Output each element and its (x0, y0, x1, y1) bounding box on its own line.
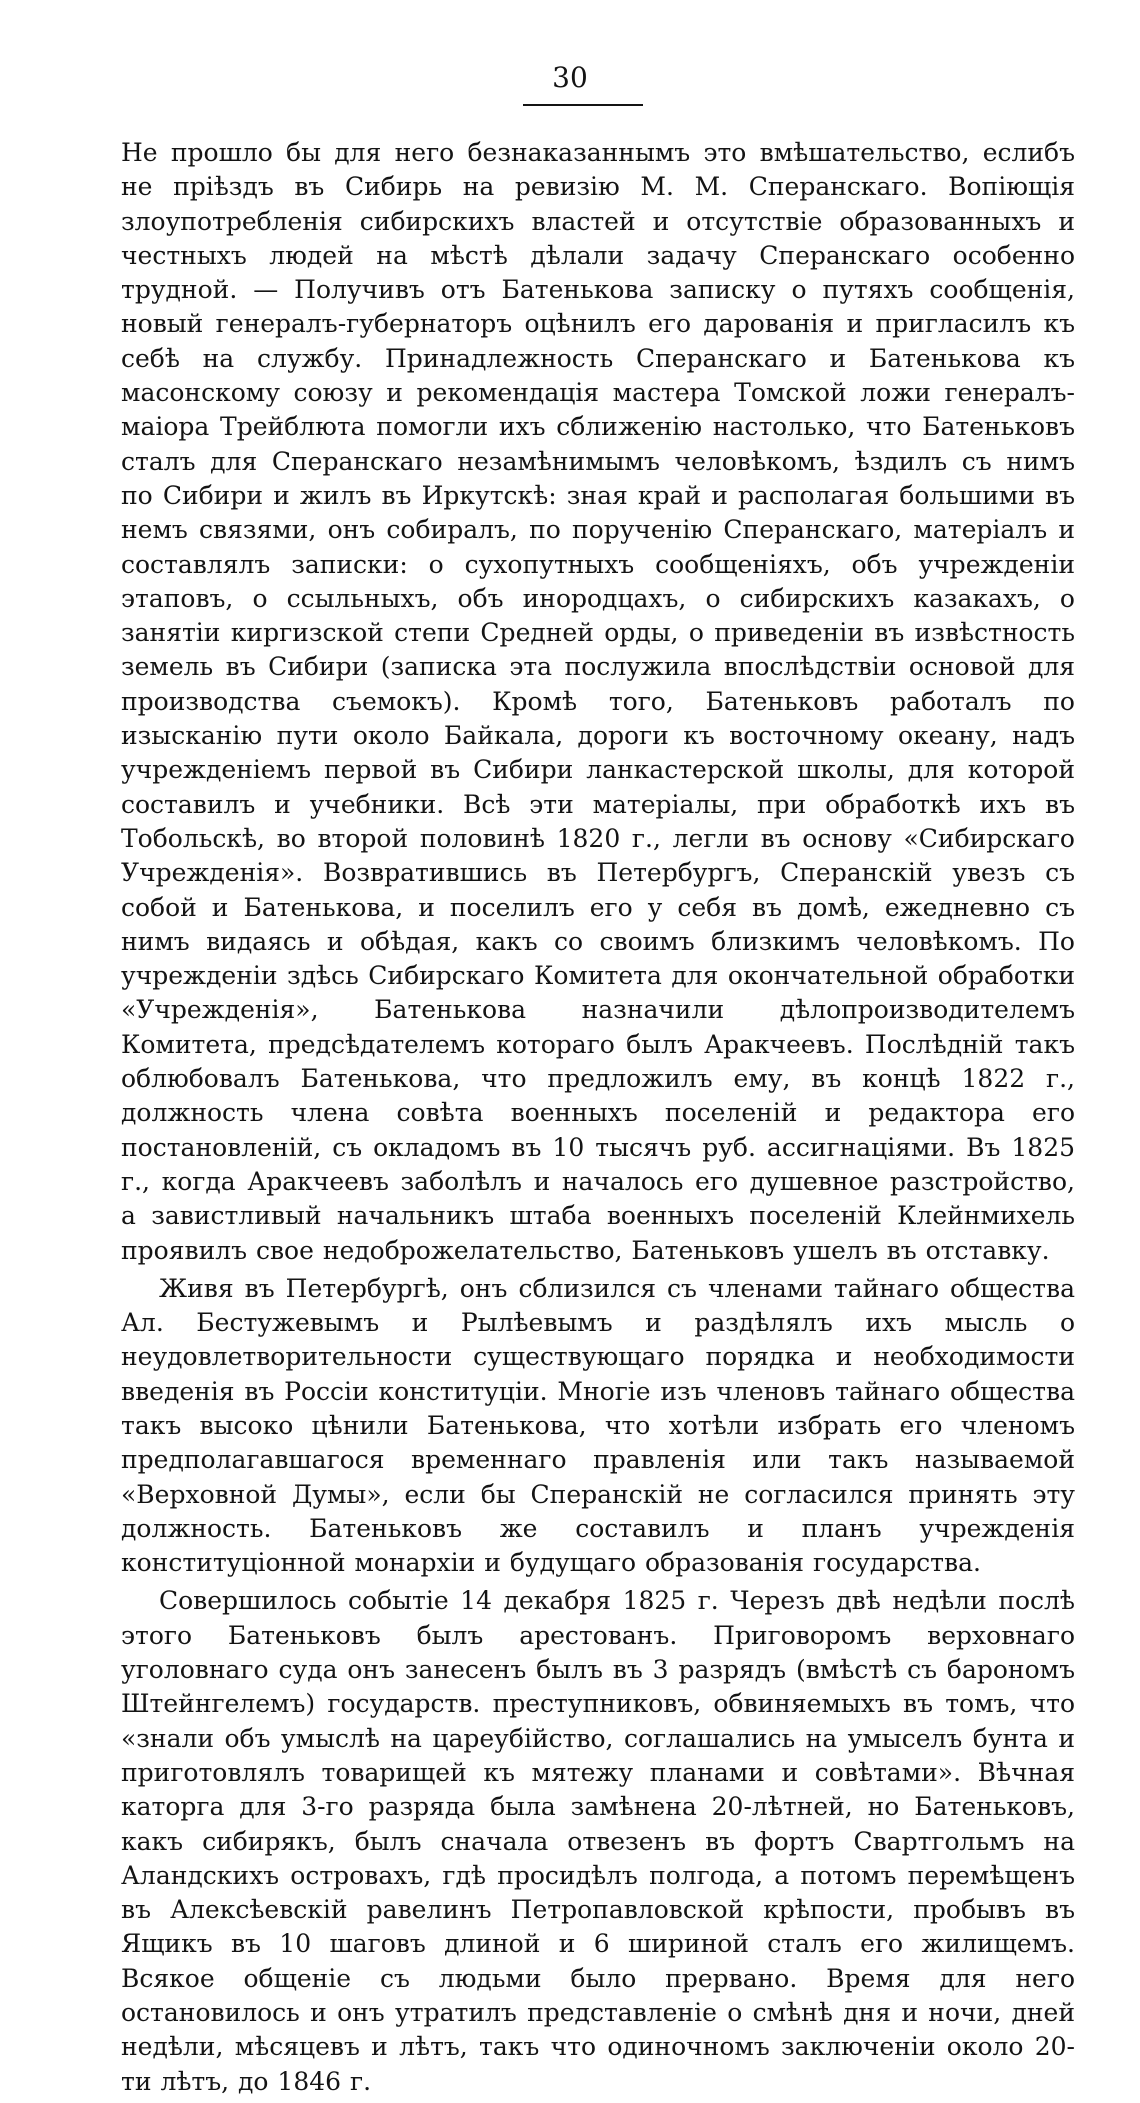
page-number-rule (523, 104, 643, 106)
paragraph: Не прошло бы для него безнаказаннымъ это вмѣшательство, еслибъ не пріѣздъ въ Сибирь на ревизію М. М. Сперанскаго. Вопіющія злоупотребленія сибирскихъ властей и отсутствіе образованныхъ и честныхъ людей на мѣстѣ дѣлали задачу Сперанскаго особенно трудной. — Получивъ отъ Батенькова записку о путяхъ сообщенія, новый генералъ-губернаторъ оцѣнилъ его дарованія и пригласилъ къ себѣ на службу. Принадлежность Сперанскаго и Батенькова къ масонскому союзу и рекомендація мастера Томской ложи генералъ-маіора Трейблюта помогли ихъ сближенію настолько, что Батеньковъ сталъ для Сперанскаго незамѣнимымъ человѣкомъ, ѣздилъ съ нимъ по Сибири и жилъ въ Иркутскѣ: зная край и располагая большими въ немъ связями, онъ собиралъ, по порученію Сперанскаго, матеріалъ и составлялъ записки: о сухопутныхъ сообщеніяхъ, объ учрежденіи этаповъ, о ссыльныхъ, объ инородцахъ, о сибирскихъ казакахъ, о занятіи киргизской степи Средней орды, о приведеніи въ извѣстность земель въ Сибири (записка эта послужила впослѣдствіи основой для производства съемокъ). Кромѣ того, Батеньковъ работалъ по изысканію пути около Байкала, дороги къ восточному океану, надъ учрежденіемъ первой въ Сибири ланкастерской школы, для которой составилъ и учебники. Всѣ эти матеріалы, при обработкѣ ихъ въ Тобольскѣ, во второй половинѣ 1820 г., легли въ основу «Сибирскаго Учрежденія». Возвратившись въ Петербургъ, Сперанскій увезъ съ собой и Батенькова, и поселилъ его у себя въ домѣ, ежедневно съ нимъ видаясь и обѣдая, какъ со своимъ близкимъ человѣкомъ. По учрежденіи здѣсь Сибирскаго Комитета для окончательной обработки «Учрежденія», Батенькова назначили дѣлопроизводителемъ Комитета, предсѣдателемъ котораго былъ Аракчеевъ. Послѣдній такъ облюбовалъ Батенькова, что предложилъ ему, въ концѣ 1822 г., должность члена совѣта военныхъ поселеній и редактора его постановленій, съ окладомъ въ 10 тысячъ руб. ассигнаціями. Въ 1825 г., когда Аракчеевъ заболѣлъ и началось его душевное разстройство, а завистливый начальникъ штаба военныхъ поселеній Клейнмихель проявилъ свое недоброжелательство, Батеньковъ ушелъ въ отставку. (121, 138, 1075, 1265)
body-text (121, 136, 1075, 2103)
page-number: 30 (552, 61, 588, 94)
paragraph: Живя въ Петербургѣ, онъ сблизился съ членами тайнаго общества Ал. Бестужевымъ и Рылѣевымъ и раздѣлялъ ихъ мысль о неудовлетворительности существующаго порядка и необходимости введенія въ Россіи конституціи. Многіе изъ членовъ тайнаго общества такъ высоко цѣнили Батенькова, что хотѣли избрать его членомъ предполагавшагося временнаго правленія или такъ называемой «Верховной Думы», если бы Сперанскій не согласился принять эту должность. Батеньковъ же составилъ и планъ учрежденія конституціонной монархіи и будущаго образованія государства. (121, 1273, 1075, 1578)
paragraph: Совершилось событіе 14 декабря 1825 г. Черезъ двѣ недѣли послѣ этого Батеньковъ былъ арестованъ. Приговоромъ верховнаго уголовнаго суда онъ занесенъ былъ въ 3 разрядъ (вмѣстѣ съ барономъ Штейнгелемъ) государств. преступниковъ, обвиняемыхъ въ томъ, что «знали объ умыслѣ на цареубійство, соглашались на умыселъ бунта и приготовлялъ товарищей къ мятежу планами и совѣтами». Вѣчная каторга для 3-го разряда была замѣнена 20-лѣтней, но Батеньковъ, какъ сибирякъ, былъ сначала отвезенъ въ фортъ Свартгольмъ на Аландскихъ островахъ, гдѣ просидѣлъ полгода, а потомъ перемѣщенъ въ Алексѣевскій равелинъ Петропавловской крѣпости, пробывъ въ Ящикъ въ 10 шаговъ длиной и 6 шириной сталъ его жилищемъ. Всякое общеніе съ людьми было прервано. Время для него остановилось и онъ утратилъ представленіе о смѣнѣ дня и ночи, дней недѣли, мѣсяцевъ и лѣтъ, такъ что одиночномъ заключеніи около 20-ти лѣтъ, до 1846 г. (121, 1586, 1075, 2096)
